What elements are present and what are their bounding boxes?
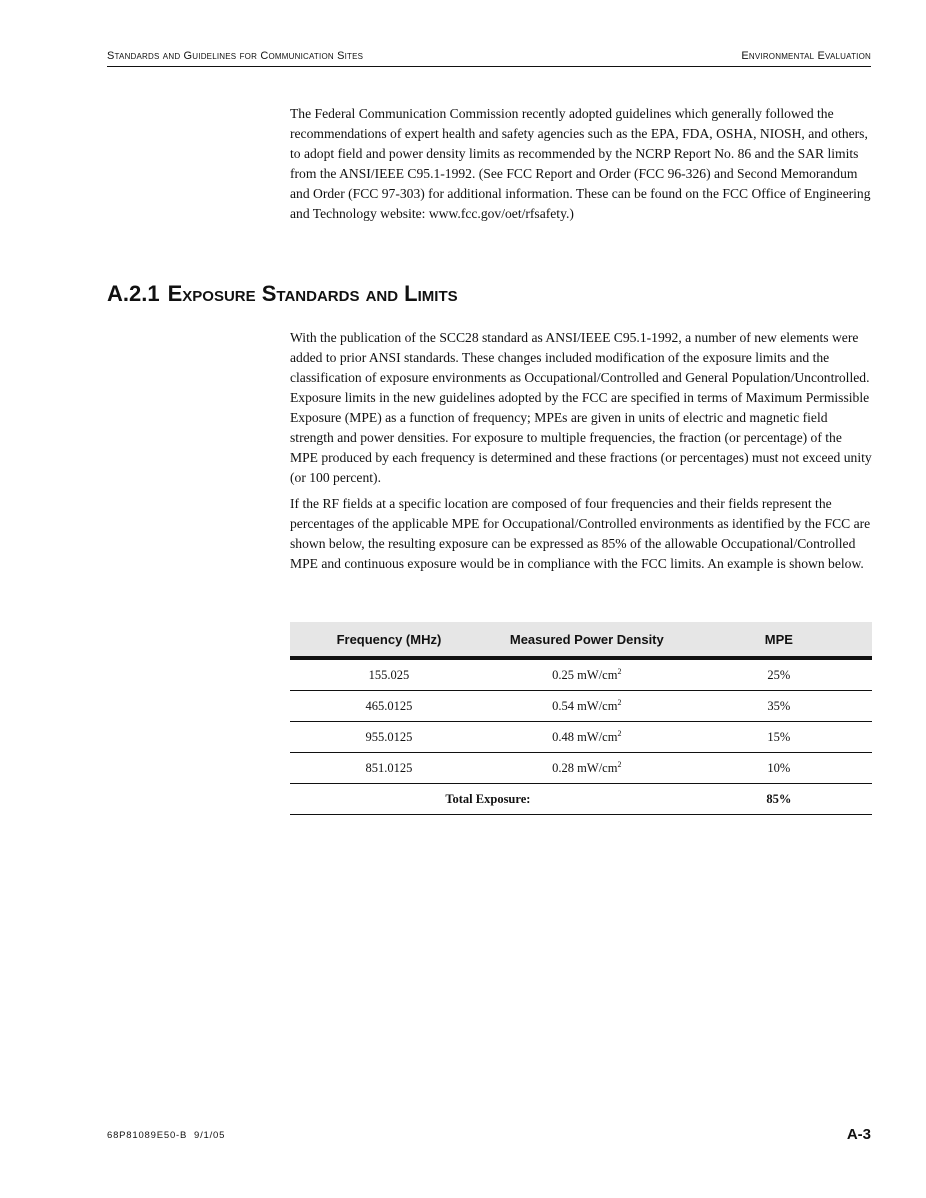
document-id: 68P81089E50-B — [107, 1130, 188, 1141]
table-row — [290, 658, 872, 691]
unit-exponent: 2 — [617, 666, 622, 676]
mpe-cell: 35% — [686, 691, 872, 722]
standards-paragraph: With the publication of the SCC28 standard as ANSI/IEEE C95.1-1992, a number of new elements were added to prior ANSI standards. These changes included modification of the exposure limits and the classification of exposure environments as Occupational/Controlled and General Population/Uncontrolled. Exposure limits in the new guidelines adopted by the FCC are specified in terms of Maximum Permissible Exposure (MPE) as a function of frequency; MPEs are given in units of electric and magnetic field strength and power densities. For exposure to multiple frequencies, the fraction (or percentage) of the MPE produced by each frequency is determined and these fractions (or percentages) must not exceed unity (or 100 percent). — [290, 330, 872, 485]
table-header-row — [290, 622, 872, 658]
frequency-cell: 465.0125 — [290, 691, 488, 722]
column-header-mpe: MPE — [686, 622, 872, 658]
frequency-cell: 955.0125 — [290, 722, 488, 753]
footer-doc-info — [107, 1130, 225, 1141]
header-right-title: Environmental Evaluation — [741, 50, 871, 62]
total-row — [290, 784, 872, 815]
density-cell — [488, 722, 686, 753]
density-unit: mW/cm — [577, 699, 618, 714]
page-header — [107, 44, 871, 67]
document-date: 9/1/05 — [194, 1130, 226, 1141]
density-value: 0.25 — [552, 668, 575, 683]
unit-exponent: 2 — [617, 728, 622, 738]
density-value: 0.28 — [552, 761, 575, 776]
table-row — [290, 691, 872, 722]
table-row — [290, 753, 872, 784]
density-unit: mW/cm — [577, 761, 618, 776]
section-number: A.2.1 — [107, 281, 160, 306]
frequency-cell: 155.025 — [290, 658, 488, 691]
section-heading — [107, 281, 458, 307]
density-unit: mW/cm — [577, 730, 618, 745]
unit-exponent: 2 — [617, 697, 622, 707]
density-unit: mW/cm — [577, 668, 618, 683]
column-header-power-density: Measured Power Density — [488, 622, 686, 658]
density-cell — [488, 753, 686, 784]
density-cell — [488, 658, 686, 691]
example-paragraph: If the RF fields at a specific location are composed of four frequencies and their fields represent the percentages of the applicable MPE for Occupational/Controlled environments as identified by the FCC are shown below, the resulting exposure can be expressed as 85% of the allowable Occupational/Controlled MPE and continuous exposure would be in compliance with the FCC limits. An example is shown below. — [290, 496, 871, 571]
density-cell — [488, 691, 686, 722]
density-value: 0.48 — [552, 730, 575, 745]
mpe-cell: 25% — [686, 658, 872, 691]
frequency-cell: 851.0125 — [290, 753, 488, 784]
density-value: 0.54 — [552, 699, 575, 714]
header-left-title: Standards and Guidelines for Communication Sites — [107, 50, 364, 62]
total-value: 85% — [686, 784, 872, 815]
page-number: A-3 — [846, 1126, 871, 1143]
column-header-frequency: Frequency (MHz) — [290, 622, 488, 658]
unit-exponent: 2 — [617, 759, 622, 769]
mpe-cell: 15% — [686, 722, 872, 753]
mpe-cell: 10% — [686, 753, 872, 784]
total-label: Total Exposure: — [290, 784, 686, 815]
intro-paragraph: The Federal Communication Commission recently adopted guidelines which generally followed the recommendations of expert health and safety agencies such as the EPA, FDA, OSHA, NIOSH, and others, to adopt field and power density limits as recommended by the NCRP Report No. 86 and the SAR limits from the ANSI/IEEE C95.1-1992. (See FCC Report and Order (FCC 96-326) and Second Memorandum and Order (FCC 97-303) for additional information. These can be found on the FCC Office of Engineering and Technology website: www.fcc.gov/oet/rfsafety.) — [290, 106, 871, 221]
section-title: Exposure Standards and Limits — [167, 281, 458, 306]
table-row — [290, 722, 872, 753]
mpe-table — [290, 622, 872, 815]
